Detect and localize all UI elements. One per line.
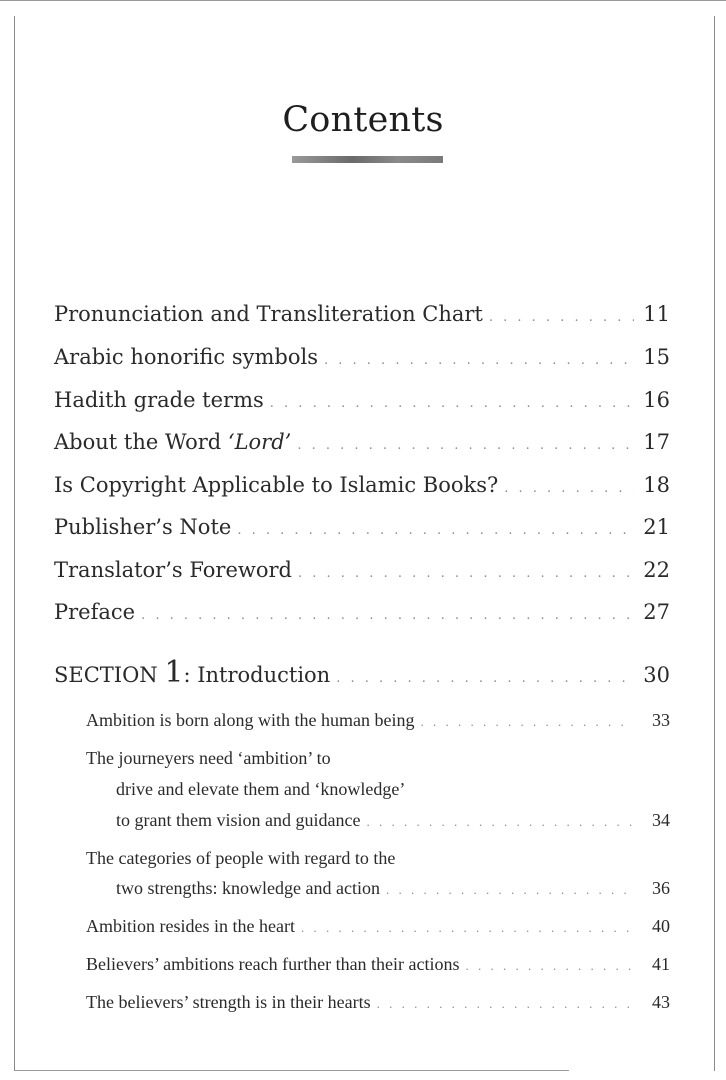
toc-page-number: 41 — [652, 954, 670, 974]
toc-page-number: 27 — [643, 600, 670, 624]
toc-subentry-label: The believers’ strength is in their hearts — [86, 992, 371, 1012]
toc-entry-label-italic: ‘Lord’ — [227, 430, 292, 454]
section-label — [54, 655, 331, 690]
page-title: Contents — [282, 100, 444, 140]
toc-entry[interactable] — [54, 388, 670, 412]
toc-subentry-label: two strengths: knowledge and action — [116, 878, 380, 898]
dot-leader — [141, 608, 634, 623]
toc-subentry-label: Ambition resides in the heart — [86, 916, 295, 936]
dot-leader — [366, 814, 634, 830]
dot-leader — [301, 920, 634, 936]
toc-page-number: 36 — [652, 878, 670, 898]
toc-entry[interactable] — [54, 302, 670, 326]
toc-entry[interactable] — [54, 600, 670, 624]
toc-entry[interactable] — [54, 430, 670, 454]
toc-subentry[interactable] — [116, 810, 670, 831]
toc-subentry-line[interactable]: The journeyers need ‘ambition’ to — [86, 748, 331, 768]
toc-page-number: 15 — [643, 345, 670, 369]
dot-leader — [466, 958, 634, 974]
toc-page-number: 17 — [643, 430, 670, 454]
toc-subentry-line[interactable]: drive and elevate them and ‘knowledge’ — [116, 779, 406, 799]
dot-leader — [386, 882, 634, 898]
toc-subentry-line[interactable]: The categories of people with regard to the — [86, 848, 396, 868]
toc-page-number: 30 — [643, 663, 670, 687]
toc-subentry[interactable] — [86, 992, 670, 1013]
toc-subentry[interactable] — [86, 954, 670, 975]
section-title: : Introduction — [183, 663, 331, 687]
toc-entry-label-prefix: About the Word — [54, 430, 228, 454]
toc-subentry-label: Believers’ ambitions reach further than their actions — [86, 954, 460, 974]
toc-entry-label: Is Copyright Applicable to Islamic Books? — [54, 473, 499, 497]
toc-subentry-label: to grant them vision and guidance — [116, 810, 361, 830]
toc-page-number: 16 — [643, 388, 670, 412]
toc-entry-label: Hadith grade terms — [54, 388, 264, 412]
toc-entry[interactable] — [54, 345, 670, 369]
dot-leader — [336, 671, 634, 686]
dot-leader — [298, 566, 634, 581]
toc-page-number: 33 — [652, 710, 670, 730]
toc-subentry[interactable] — [116, 878, 670, 899]
dot-leader — [270, 396, 634, 411]
dot-leader — [297, 438, 634, 453]
toc-page-number: 40 — [652, 916, 670, 936]
dot-leader — [324, 353, 634, 368]
dot-leader — [237, 523, 634, 538]
toc-subentry-label: Ambition is born along with the human being — [86, 710, 415, 730]
toc-entry-label: Pronunciation and Transliteration Chart — [54, 302, 483, 326]
section-prefix: SECTION — [54, 663, 165, 687]
dot-leader — [420, 714, 634, 730]
toc-page-number: 18 — [643, 473, 670, 497]
toc-entry-label: Publisher’s Note — [54, 515, 232, 539]
toc-page-number: 11 — [643, 302, 670, 326]
toc-entry-label: Translator’s Foreword — [54, 558, 292, 582]
toc-subentry[interactable] — [86, 916, 670, 937]
dot-leader — [489, 310, 634, 325]
dot-leader — [377, 996, 634, 1012]
section-number: 1 — [164, 655, 184, 690]
toc-entry[interactable] — [54, 558, 670, 582]
toc-section-heading[interactable] — [54, 655, 670, 690]
toc-page-number: 21 — [643, 515, 670, 539]
toc-entry[interactable] — [54, 515, 670, 539]
toc-page-number: 34 — [652, 810, 670, 830]
toc-entry-label: Arabic honorific symbols — [54, 345, 318, 369]
toc-page-number: 43 — [652, 992, 670, 1012]
toc-entry[interactable] — [54, 473, 670, 497]
toc-page-number: 22 — [643, 558, 670, 582]
toc-entry-label — [54, 430, 291, 454]
toc-entry-label: Preface — [54, 600, 136, 624]
toc-subentry[interactable] — [86, 710, 670, 731]
dot-leader — [504, 481, 634, 496]
